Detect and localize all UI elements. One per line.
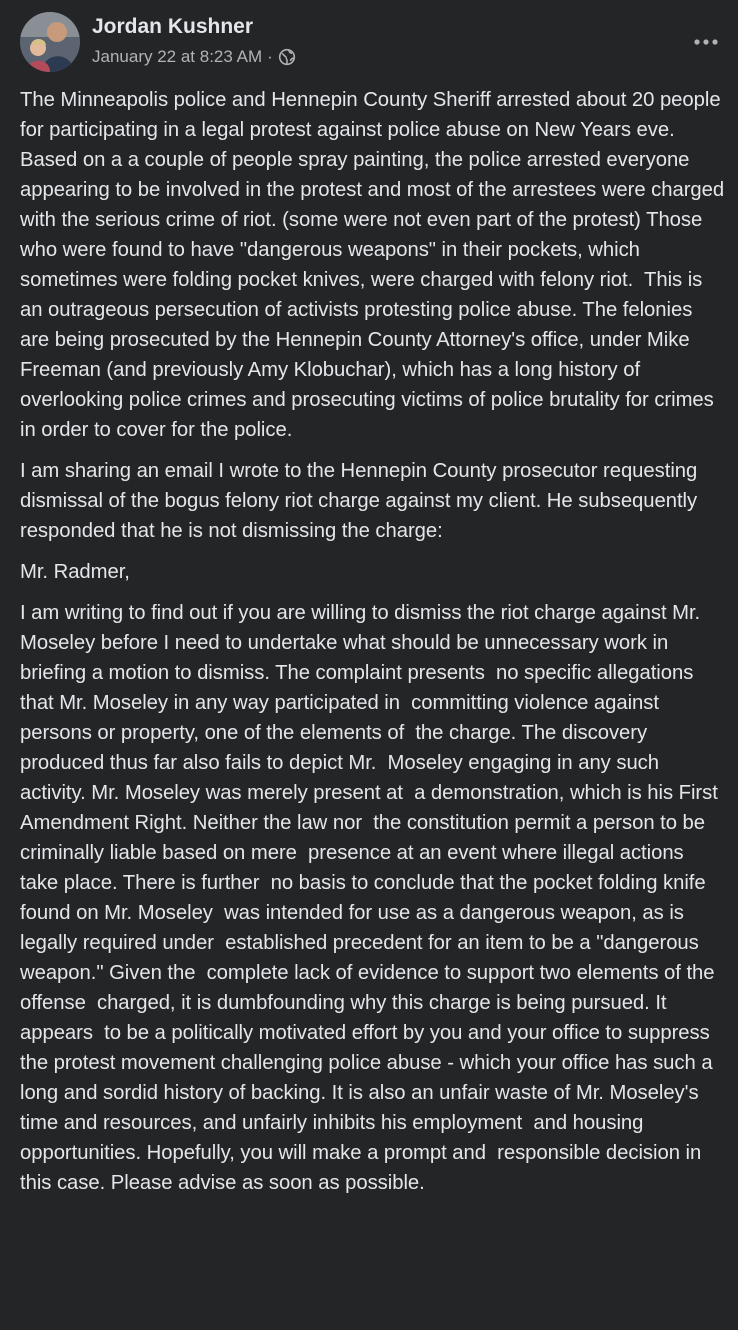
post-header xyxy=(20,12,720,74)
more-options-icon xyxy=(693,38,719,46)
more-options-button[interactable] xyxy=(688,28,724,56)
meta-separator: · xyxy=(267,47,273,66)
post-timestamp[interactable]: January 22 at 8:23 AM xyxy=(92,47,263,66)
avatar[interactable] xyxy=(20,12,80,72)
post-meta xyxy=(92,47,296,67)
post-paragraph: I am sharing an email I wrote to the Hennepin County prosecutor requesting dismissal of the bogus felony riot charge against my client. He subsequently responded that he is not dismissing the charge: xyxy=(20,460,703,542)
author-name[interactable]: Jordan Kushner xyxy=(92,15,254,38)
post-body xyxy=(20,85,730,1209)
profile-photo-icon xyxy=(20,12,80,72)
post-paragraph: I am writing to find out if you are willing to dismiss the riot charge against Mr. Moseley before I need to undertake what should be unnecessary work in briefing a motion to dismiss. The complaint presents no specific allegations that Mr. Moseley in any way participated in committing violence against persons or property, one of the elements of the charge. The discovery produced thus far also fails to depict Mr. Moseley engaging in any such activity. Mr. Moseley was merely present at a demonstration, which is his First Amendment Right. Neither the law nor the constitution permit a person to be criminally liable based on mere presence at an event where illegal actions take place. There is further no basis to conclude that the pocket folding knife found on Mr. Moseley was intended for use as a dangerous weapon, as is legally required under established precedent for an item to be a "dangerous weapon." Given the complete lack of evidence to support two elements of the offense charged, it is dumbfounding why this charge is being pursued. It appears to be a politically motivated effort by you and your office to suppress the protest movement challenging police abuse - which your office has such a long and sordid history of backing. It is also an unfair waste of Mr. Moseley's time and resources, and unfairly inhibits his employment and housing opportunities. Hopefully, you will make a prompt and responsible decision in this case. Please advise as soon as possible. xyxy=(20,602,723,1194)
globe-icon[interactable] xyxy=(278,48,296,66)
post-paragraph: The Minneapolis police and Hennepin County Sheriff arrested about 20 people for participating in a legal protest against police abuse on New Years eve. Based on a a couple of people spray painting, the police arrested everyone appearing to be involved in the protest and most of the arrestees were charged with the serious crime of riot. (some were not even part of the protest) Those who were found to have "dangerous weapons" in their pockets, which sometimes were folding pocket knives, were charged with felony riot. This is an outrageous persecution of activists protesting police abuse. The felonies are being prosecuted by the Hennepin County Attorney's office, under Mike Freeman (and previously Amy Klobuchar), which has a long history of overlooking police crimes and prosecuting victims of police brutality for crimes in order to cover for the police. xyxy=(20,89,730,441)
post-paragraph: Mr. Radmer, xyxy=(20,561,130,583)
